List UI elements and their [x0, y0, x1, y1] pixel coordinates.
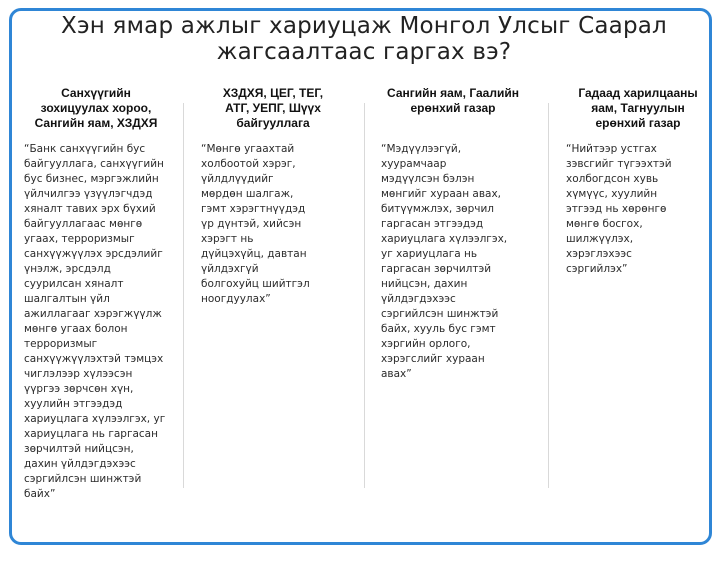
column-3	[373, 86, 533, 382]
page-title: Хэн ямар ажлыг хариуцаж Монгол Улсыг Саарал жагсаалтаас гаргах вэ?	[61, 13, 667, 65]
column-header: Сангийн яам, Гаалийн ерөнхий газар	[387, 86, 519, 115]
column-text: “Нийтээр устгах зэвсгийг түгээхтэй холбогдсон хувь хүмүүс, хуулийн этгээд нь хөрөнгө мөнгө босгох, шилжүүлэх, хэрэглэхээс сэргийлэх”	[566, 143, 672, 275]
column-header: ХЗДХЯ, ЦЕГ, ТЕГ, АТГ, УЕПГ, Шүүх байгууллага	[222, 86, 324, 130]
column-4	[558, 86, 718, 277]
column-header: Санхүүгийн зохицуулах хороо, Сангийн яам, ХЗДХЯ	[34, 86, 158, 130]
column-text: “Банк санхүүгийн бус байгууллага, санхүүгийн бус бизнес, мэргэжлийн үйлчилгээ үзүүлэгчдэд хяналт тавих эрх бүхий байгууллагаас мөнгө угаах, терроризмыг санхүүжүүлэх эрсдэлийг үнэлж, эрсдэлд суурилсан хяналт шалгалтын үйл ажиллагааг хэрэгжүүлж мөнгө угаах болон терроризмыг санхүүжүүлэхтэй тэмцэх чиглэлээр хүлээсэн үүргээ зөрчсөн хүн, хуулийн этгээдэд хариуцлага хүлээлгэх, уг хариуцлага нь гаргасан зөрчилтэй нийцсэн, дахин үйлдэгдэхээс сэргийлсэн шинжтэй байх”	[24, 143, 166, 500]
column-text: “Мэдүүлээгүй, хуурамчаар мэдүүлсэн бэлэн мөнгийг хураан авах, битүүмжлэх, зөрчил гаргасан этгээдэд хариуцлага хүлээлгэх, уг хариуцлага нь гаргасан зөрчилтэй нийцсэн, дахин үйлдэгдэхээс сэргийлсэн шинжтэй байх, хууль бус гэмт хэргийн орлого, хэрэгслийг хураан авах”	[381, 143, 508, 380]
column-2	[193, 86, 353, 307]
column-header: Гадаад харилцааны яам, Тагнуулын ерөнхий газар	[578, 86, 698, 130]
column-divider	[183, 103, 184, 488]
column-1	[16, 86, 176, 502]
column-divider	[548, 103, 549, 488]
column-divider	[364, 103, 365, 488]
column-text: “Мөнгө угаахтай холбоотой хэрэг, үйлдлүүдийг мөрдөн шалгаж, гэмт хэрэгтнүүдэд үр дүнтэй, хийсэн хэрэгт нь дүйцэхүйц, давтан үйлдэхгүй болгохуйц шийтгэл ноогдуулах”	[201, 143, 310, 305]
